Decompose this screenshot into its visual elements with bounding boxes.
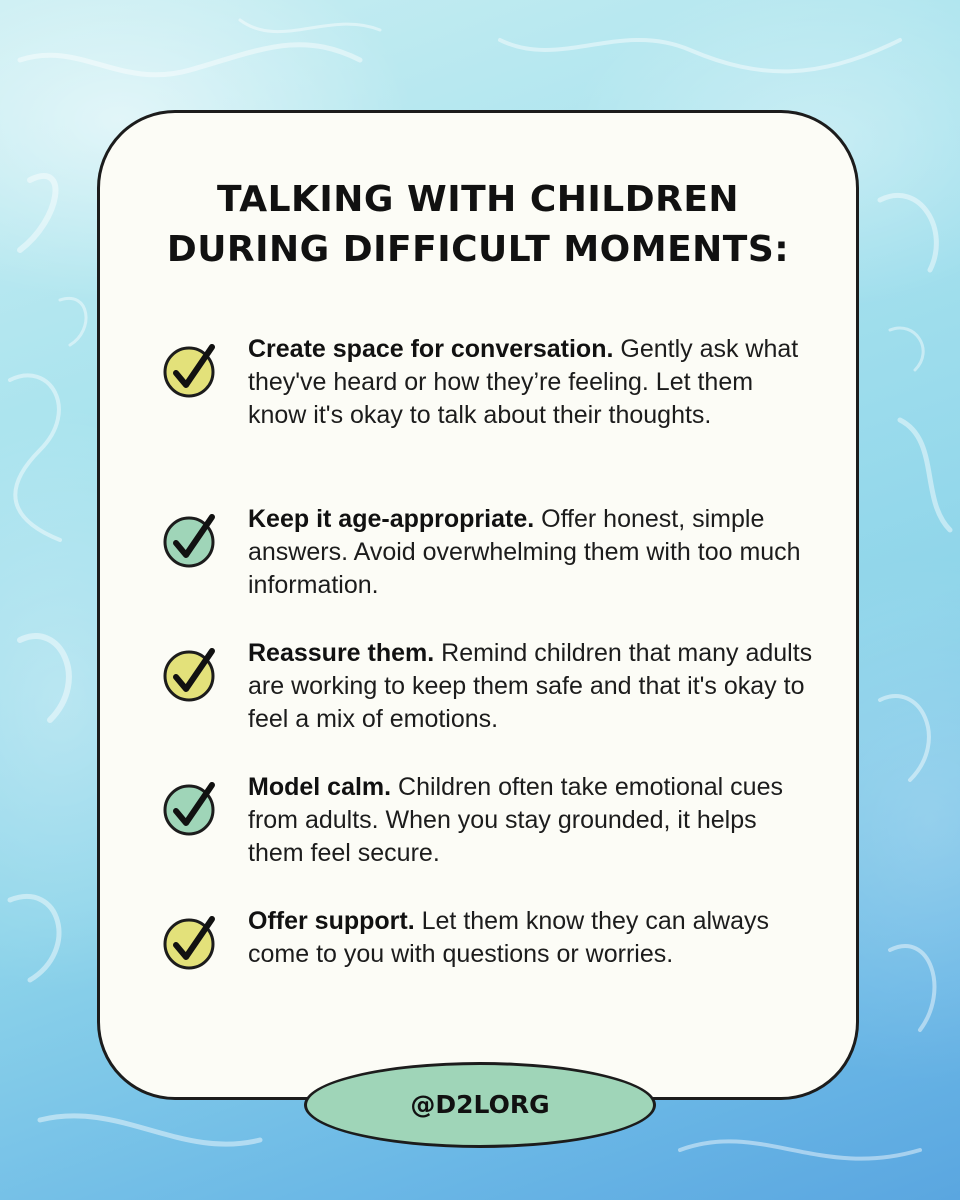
check-circle-icon bbox=[162, 511, 220, 569]
list-item-body: Remind children that many adults are working to keep them safe and that it's okay to feel a mix of emotions. bbox=[248, 639, 813, 733]
list-item-body: Let them know they can always come to you with questions or worries. bbox=[248, 907, 770, 968]
list-item-body: Offer honest, simple answers. Avoid overwhelming them with too much information. bbox=[248, 505, 801, 599]
list-item bbox=[162, 905, 812, 1039]
title-line-1: TALKING WITH CHILDREN bbox=[216, 179, 740, 220]
list-item-text bbox=[248, 333, 814, 432]
list-item-text bbox=[248, 637, 814, 736]
title-line-2: DURING DIFFICULT MOMENTS: bbox=[166, 229, 790, 270]
list-item-heading: Offer support. bbox=[248, 907, 415, 935]
list-item-text bbox=[248, 905, 814, 971]
list-item-body: Children often take emotional cues from adults. When you stay grounded, it helps them feel secure. bbox=[248, 773, 783, 867]
check-circle-icon bbox=[162, 341, 220, 399]
social-handle-badge: @D2LORG bbox=[304, 1062, 656, 1148]
list-item-heading: Reassure them. bbox=[248, 639, 435, 667]
list-item-text bbox=[248, 771, 814, 870]
tips-list bbox=[162, 333, 812, 1039]
list-item-heading: Model calm. bbox=[248, 773, 392, 801]
list-item bbox=[162, 333, 812, 503]
check-circle-icon bbox=[162, 913, 220, 971]
list-item bbox=[162, 771, 812, 905]
list-item-heading: Create space for conversation. bbox=[248, 335, 614, 363]
check-circle-icon bbox=[162, 779, 220, 837]
list-item bbox=[162, 637, 812, 771]
list-item-text bbox=[248, 503, 814, 602]
list-item-body: Gently ask what they've heard or how they’re feeling. Let them know it's okay to talk about their thoughts. bbox=[248, 335, 799, 429]
list-item-heading: Keep it age-appropriate. bbox=[248, 505, 535, 533]
check-circle-icon bbox=[162, 645, 220, 703]
list-item bbox=[162, 503, 812, 637]
page-title bbox=[100, 175, 856, 275]
info-card bbox=[97, 110, 859, 1100]
